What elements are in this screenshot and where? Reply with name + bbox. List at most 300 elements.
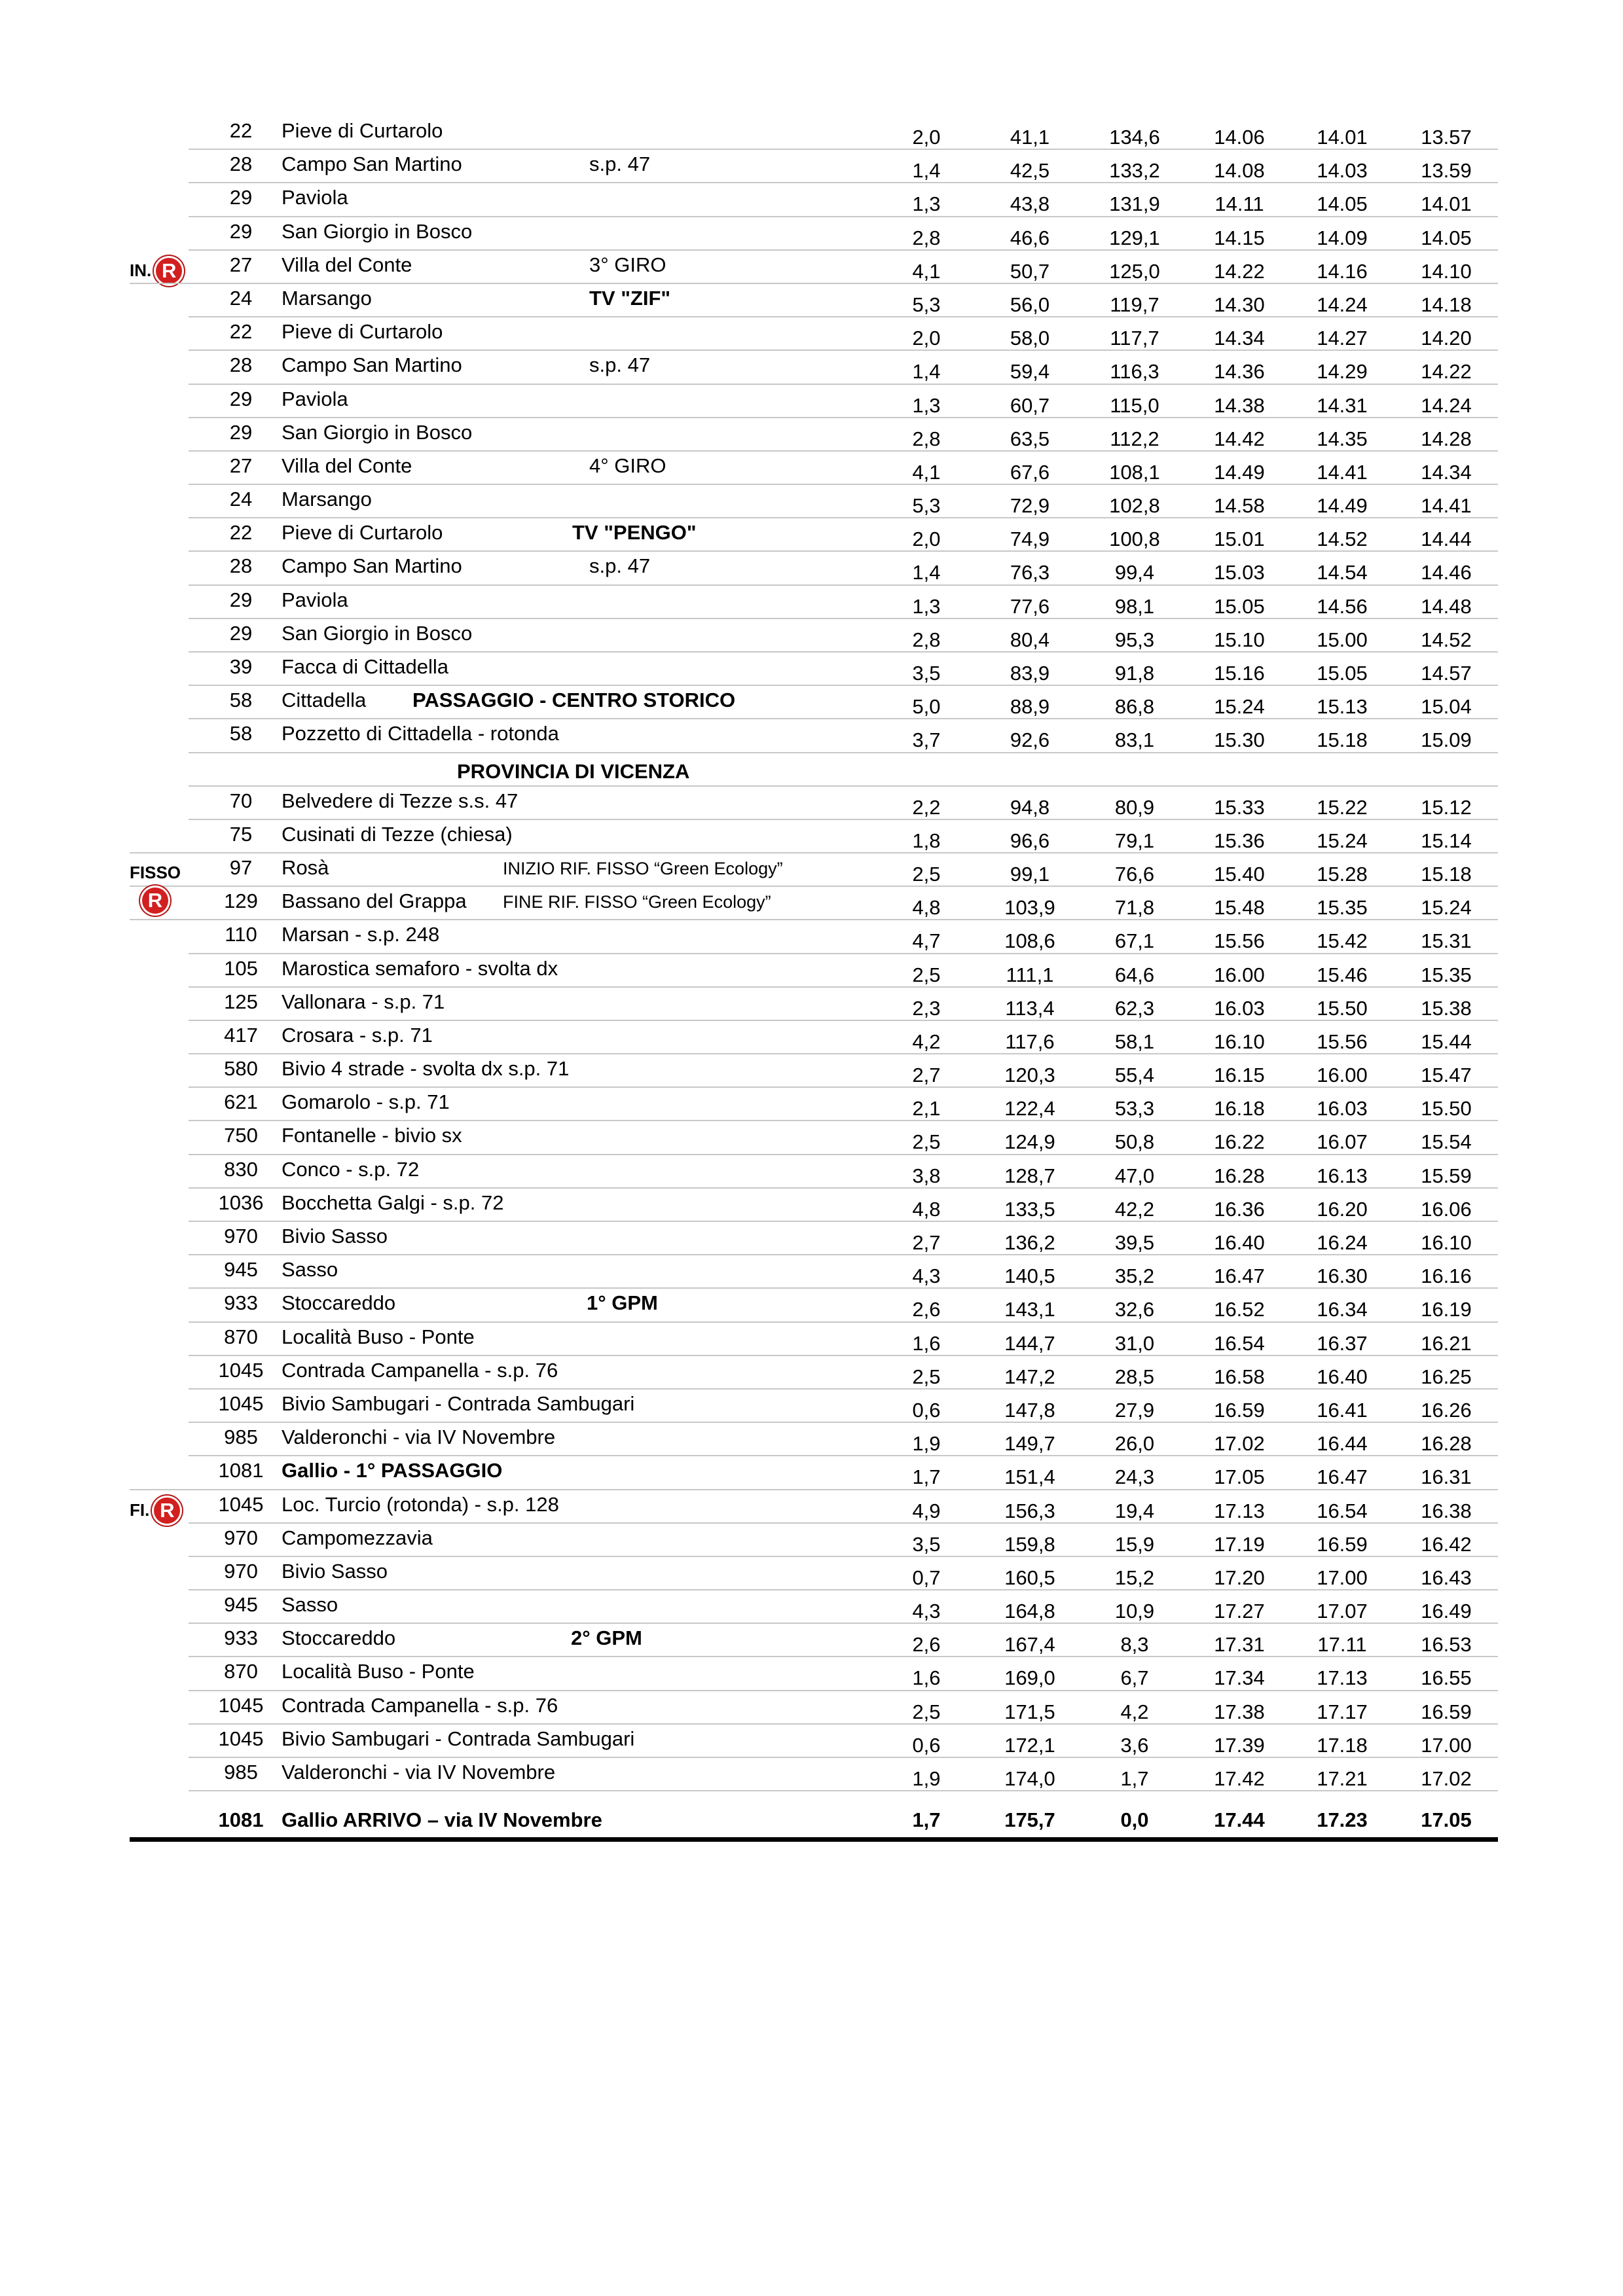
remaining-km-cell: 83,1 [1114,728,1155,752]
time-fast-cell: 14.06 [1214,126,1265,149]
altitude-cell: 110 [225,923,257,946]
cumulative-km-cell: 174,0 [1004,1767,1055,1790]
location-cell: Contrada Campanella - s.p. 76 [282,1693,558,1717]
time-mid-cell: 17.11 [1317,1633,1367,1657]
location-cell: Pieve di Curtarolo [282,119,443,142]
location-cell: Paviola [282,387,348,410]
fixed-marker-label: FISSO [130,862,181,882]
altitude-cell: 39 [229,655,253,678]
time-mid-cell: 16.13 [1317,1164,1368,1187]
partial-km-cell: 1,4 [912,561,941,584]
cumulative-km-cell: 147,2 [1004,1365,1055,1388]
partial-km-cell: 4,3 [912,1265,941,1288]
time-mid-cell: 15.35 [1317,896,1368,920]
altitude-cell: 1045 [218,1492,264,1516]
cumulative-km-cell: 147,8 [1004,1398,1055,1422]
table-row [130,1490,1498,1524]
location-cell: Valderonchi - via IV Novembre [282,1761,556,1784]
note-cell: 2° GPM [571,1626,642,1650]
altitude-cell: 985 [224,1426,258,1449]
cumulative-km-cell: 108,6 [1004,929,1055,953]
time-slow-cell: 16.49 [1421,1600,1472,1623]
partial-km-cell: 2,0 [912,126,941,149]
time-slow-cell: 14.52 [1421,628,1472,651]
time-fast-cell: 14.34 [1214,327,1265,350]
time-slow-cell: 14.44 [1421,528,1472,551]
table-row [130,1590,1498,1624]
time-mid-cell: 16.37 [1317,1331,1368,1355]
time-slow-cell: 15.14 [1421,829,1472,852]
time-slow-cell: 15.09 [1421,728,1472,752]
section-row [130,753,1498,787]
table-row [130,1155,1498,1189]
time-slow-cell: 14.41 [1421,494,1472,518]
marker-label: FI. [130,1500,150,1520]
cumulative-km-cell: 58,0 [1010,327,1050,350]
remaining-km-cell: 125,0 [1109,259,1160,283]
remaining-km-cell: 50,8 [1114,1130,1155,1154]
time-fast-cell: 17.05 [1214,1465,1265,1489]
remaining-km-cell: 10,9 [1114,1600,1155,1623]
altitude-cell: 27 [229,454,253,477]
cumulative-km-cell: 41,1 [1010,126,1050,149]
altitude-cell: 105 [224,956,258,980]
table-row [130,251,1498,284]
table-row [130,1657,1498,1691]
remaining-km-cell: 8,3 [1120,1633,1149,1657]
location-cell: Località Buso - Ponte [282,1660,475,1683]
altitude-cell: 22 [229,320,253,344]
time-mid-cell: 14.01 [1317,126,1368,149]
remaining-km-cell: 112,2 [1110,427,1159,450]
time-mid-cell: 14.56 [1317,594,1368,618]
time-slow-cell: 15.50 [1421,1097,1472,1121]
time-fast-cell: 16.59 [1214,1398,1265,1422]
time-slow-cell: 14.20 [1421,327,1472,350]
table-row [130,954,1498,988]
time-fast-cell: 17.31 [1214,1633,1265,1657]
cumulative-km-cell: 159,8 [1004,1532,1055,1556]
time-mid-cell: 14.41 [1317,460,1368,484]
cumulative-km-cell: 160,5 [1004,1566,1055,1589]
table-row [130,418,1498,452]
altitude-cell: 1081 [218,1459,264,1482]
location-cell: Campo San Martino [282,152,462,176]
altitude-cell: 22 [229,521,253,545]
note-cell: 1° GPM [587,1291,658,1315]
table-row [130,552,1498,585]
time-slow-cell: 15.12 [1421,795,1472,819]
partial-km-cell: 2,7 [912,1064,941,1087]
partial-km-cell: 5,3 [912,494,941,518]
location-cell: Campomezzavia [282,1526,433,1549]
location-cell: Cusinati di Tezze (chiesa) [282,822,513,846]
partial-km-cell: 2,8 [912,226,941,249]
altitude-cell: 1045 [218,1727,264,1750]
time-fast-cell: 16.00 [1214,963,1265,986]
location-cell: Vallonara - s.p. 71 [282,990,445,1013]
table-row [130,1725,1498,1758]
time-slow-cell: 15.59 [1421,1164,1472,1187]
time-fast-cell: 16.58 [1214,1365,1265,1388]
start-sprint-marker [130,256,184,286]
time-slow-cell: 14.05 [1421,226,1472,249]
partial-km-cell: 2,5 [912,862,941,886]
remaining-km-cell: 55,4 [1114,1064,1155,1087]
table-row [130,1121,1498,1155]
altitude-cell: 58 [229,722,253,745]
note-cell: FINE RIF. FISSO “Green Ecology” [503,892,771,912]
time-fast-cell: 15.05 [1214,594,1265,618]
altitude-cell: 417 [224,1023,258,1047]
cumulative-km-cell: 74,9 [1010,528,1050,551]
cumulative-km-cell: 63,5 [1010,427,1050,450]
altitude-cell: 29 [229,621,253,645]
time-mid-cell: 15.56 [1317,1030,1368,1053]
cumulative-km-cell: 169,0 [1004,1666,1055,1690]
time-fast-cell: 15.40 [1214,862,1265,886]
time-slow-cell: 16.31 [1421,1465,1472,1489]
cumulative-km-cell: 76,3 [1010,561,1050,584]
partial-km-cell: 4,9 [912,1499,941,1522]
time-slow-cell: 16.25 [1421,1365,1472,1388]
time-mid-cell: 17.23 [1317,1808,1368,1832]
marker-label: IN. [130,260,152,281]
time-mid-cell: 14.35 [1317,427,1368,450]
altitude-cell: 580 [224,1057,258,1081]
cumulative-km-cell: 46,6 [1010,226,1050,249]
location-cell: Bivio 4 strade - svolta dx s.p. 71 [282,1057,570,1081]
partial-km-cell: 3,8 [912,1164,941,1187]
location-cell: Bivio Sambugari - Contrada Sambugari [282,1391,635,1415]
altitude-cell: 970 [224,1526,258,1549]
time-fast-cell: 15.33 [1214,795,1265,819]
remaining-km-cell: 53,3 [1114,1097,1155,1121]
altitude-cell: 29 [229,186,253,209]
time-slow-cell: 16.10 [1421,1231,1472,1254]
altitude-cell: 29 [229,219,253,243]
time-fast-cell: 17.34 [1214,1666,1265,1690]
table-row [130,1054,1498,1088]
time-fast-cell: 15.01 [1214,528,1265,551]
time-fast-cell: 17.13 [1214,1499,1265,1522]
remaining-km-cell: 6,7 [1120,1666,1149,1690]
partial-km-cell: 3,5 [912,1532,941,1556]
remaining-km-cell: 100,8 [1109,528,1160,551]
time-slow-cell: 15.24 [1421,896,1472,920]
table-row [130,1088,1498,1121]
remaining-km-cell: 24,3 [1114,1465,1155,1489]
altitude-cell: 24 [229,286,253,310]
time-mid-cell: 14.05 [1317,192,1368,216]
altitude-cell: 129 [224,889,258,913]
partial-km-cell: 4,2 [912,1030,941,1053]
time-slow-cell: 16.16 [1421,1265,1472,1288]
table-row [130,820,1498,853]
partial-km-cell: 2,6 [912,1298,941,1321]
remaining-km-cell: 76,6 [1114,862,1155,886]
time-slow-cell: 15.54 [1421,1130,1472,1154]
location-cell: Sasso [282,1593,338,1617]
time-slow-cell: 15.38 [1421,996,1472,1020]
time-slow-cell: 16.55 [1421,1666,1472,1690]
finish-sprint-marker [130,1496,182,1526]
table-row [130,1423,1498,1456]
table-row [130,1624,1498,1657]
location-cell: Bivio Sambugari - Contrada Sambugari [282,1727,635,1750]
time-fast-cell: 16.10 [1214,1030,1265,1053]
location-cell: Bassano del Grappa [282,889,467,913]
cumulative-km-cell: 167,4 [1004,1633,1055,1657]
time-mid-cell: 15.18 [1317,728,1368,752]
note-cell: 3° GIRO [589,253,666,276]
time-fast-cell: 17.39 [1214,1733,1265,1757]
time-fast-cell: 15.36 [1214,829,1265,852]
time-fast-cell: 14.38 [1214,393,1265,417]
partial-km-cell: 1,4 [912,360,941,384]
table-row [130,1758,1498,1791]
time-slow-cell: 16.26 [1421,1398,1472,1422]
location-cell: Valderonchi - via IV Novembre [282,1426,556,1449]
time-slow-cell: 15.44 [1421,1030,1472,1053]
partial-km-cell: 2,1 [912,1097,941,1121]
remaining-km-cell: 32,6 [1114,1298,1155,1321]
partial-km-cell: 1,7 [912,1465,941,1489]
time-mid-cell: 14.03 [1317,159,1368,183]
time-fast-cell: 16.28 [1214,1164,1265,1187]
time-slow-cell: 16.28 [1421,1432,1472,1456]
location-cell: Bivio Sasso [282,1225,388,1247]
partial-km-cell: 4,3 [912,1600,941,1623]
note-cell: INIZIO RIF. FISSO “Green Ecology” [503,858,783,878]
partial-km-cell: 1,6 [912,1331,941,1355]
remaining-km-cell: 91,8 [1114,662,1155,685]
sprint-r-icon: R [152,1496,182,1526]
time-slow-cell: 15.18 [1421,862,1472,886]
table-row [130,1356,1498,1390]
table-row [130,485,1498,518]
location-cell: San Giorgio in Bosco [282,219,473,243]
time-fast-cell: 15.03 [1214,561,1265,584]
altitude-cell: 75 [229,822,253,846]
altitude-cell: 29 [229,588,253,611]
remaining-km-cell: 39,5 [1114,1231,1155,1254]
time-mid-cell: 14.27 [1317,327,1368,350]
remaining-km-cell: 26,0 [1114,1432,1155,1456]
note-cell: 4° GIRO [589,454,666,477]
altitude-cell: 29 [229,387,253,410]
time-fast-cell: 15.10 [1214,628,1265,651]
table-row [130,1189,1498,1222]
remaining-km-cell: 80,9 [1114,795,1155,819]
location-cell: Paviola [282,588,348,611]
partial-km-cell: 2,6 [912,1633,941,1657]
altitude-cell: 1045 [218,1693,264,1717]
time-mid-cell: 17.21 [1317,1767,1368,1790]
altitude-cell: 985 [224,1761,258,1784]
time-mid-cell: 16.20 [1317,1197,1368,1221]
table-row [130,150,1498,183]
time-mid-cell: 15.28 [1317,862,1368,886]
time-mid-cell: 14.09 [1317,226,1368,249]
time-mid-cell: 17.17 [1317,1700,1368,1723]
time-mid-cell: 17.18 [1317,1733,1368,1757]
table-row [130,385,1498,418]
partial-km-cell: 2,0 [912,528,941,551]
location-cell: Gallio - 1° PASSAGGIO [282,1459,503,1482]
time-mid-cell: 15.00 [1317,628,1368,651]
time-slow-cell: 14.24 [1421,393,1472,417]
remaining-km-cell: 64,6 [1114,963,1155,986]
time-slow-cell: 14.34 [1421,460,1472,484]
time-mid-cell: 14.49 [1317,494,1368,518]
time-mid-cell: 17.13 [1317,1666,1368,1690]
altitude-cell: 830 [224,1157,258,1181]
cumulative-km-cell: 124,9 [1004,1130,1055,1154]
partial-km-cell: 2,3 [912,996,941,1020]
time-mid-cell: 16.03 [1317,1097,1368,1121]
table-row [130,1791,1498,1842]
table-row [130,217,1498,251]
time-fast-cell: 15.24 [1214,695,1265,719]
note-cell: TV "PENGO" [572,521,697,545]
partial-km-cell: 0,7 [912,1566,941,1589]
time-slow-cell: 15.47 [1421,1064,1472,1087]
cumulative-km-cell: 136,2 [1004,1231,1055,1254]
table-row [130,351,1498,384]
time-mid-cell: 15.46 [1317,963,1368,986]
location-cell: Marsan - s.p. 248 [282,923,440,946]
time-mid-cell: 15.50 [1317,996,1368,1020]
location-cell: Rosà [282,855,329,879]
partial-km-cell: 1,3 [912,594,941,618]
remaining-km-cell: 108,1 [1109,460,1160,484]
time-fast-cell: 17.19 [1214,1532,1265,1556]
remaining-km-cell: 99,4 [1114,561,1155,584]
time-mid-cell: 16.24 [1317,1231,1368,1254]
altitude-cell: 22 [229,119,253,142]
table-row [130,317,1498,351]
table-row [130,586,1498,619]
time-mid-cell: 16.34 [1317,1298,1368,1321]
table-row [130,518,1498,552]
table-row [130,1390,1498,1423]
partial-km-cell: 0,6 [912,1733,941,1757]
remaining-km-cell: 131,9 [1109,192,1160,216]
remaining-km-cell: 71,8 [1114,896,1155,920]
location-cell: Marostica semaforo - svolta dx [282,956,558,980]
time-slow-cell: 14.46 [1421,561,1472,584]
partial-km-cell: 2,5 [912,1365,941,1388]
remaining-km-cell: 15,9 [1114,1532,1155,1556]
remaining-km-cell: 117,7 [1110,327,1159,350]
table-row [130,1289,1498,1322]
time-fast-cell: 14.08 [1214,159,1265,183]
altitude-cell: 1081 [218,1808,264,1832]
location-cell: San Giorgio in Bosco [282,420,473,444]
cumulative-km-cell: 175,7 [1004,1808,1055,1832]
location-cell: Località Buso - Ponte [282,1325,475,1348]
cumulative-km-cell: 133,5 [1004,1197,1055,1221]
time-slow-cell: 17.02 [1421,1767,1472,1790]
table-row [130,1557,1498,1590]
cumulative-km-cell: 151,4 [1004,1465,1055,1489]
partial-km-cell: 2,0 [912,327,941,350]
time-fast-cell: 17.27 [1214,1600,1265,1623]
remaining-km-cell: 15,2 [1114,1566,1155,1589]
cumulative-km-cell: 128,7 [1004,1164,1055,1187]
partial-km-cell: 2,5 [912,1700,941,1723]
time-fast-cell: 17.44 [1214,1808,1265,1832]
time-fast-cell: 16.36 [1214,1197,1265,1221]
cumulative-km-cell: 144,7 [1004,1331,1055,1355]
time-fast-cell: 16.18 [1214,1097,1265,1121]
timetable [130,117,1498,1842]
altitude-cell: 970 [224,1225,258,1247]
time-slow-cell: 14.18 [1421,293,1472,316]
partial-km-cell: 2,8 [912,628,941,651]
time-mid-cell: 14.16 [1317,259,1368,283]
time-slow-cell: 17.00 [1421,1733,1472,1757]
partial-km-cell: 2,2 [912,795,941,819]
cumulative-km-cell: 56,0 [1010,293,1050,316]
time-slow-cell: 17.05 [1421,1808,1472,1832]
cumulative-km-cell: 113,4 [1005,996,1055,1020]
table-row [130,988,1498,1021]
time-mid-cell: 16.44 [1317,1432,1368,1456]
partial-km-cell: 0,6 [912,1398,941,1422]
time-mid-cell: 16.40 [1317,1365,1368,1388]
time-mid-cell: 16.30 [1317,1265,1368,1288]
time-slow-cell: 16.21 [1421,1331,1472,1355]
location-cell: Campo San Martino [282,353,462,377]
cumulative-km-cell: 72,9 [1010,494,1050,518]
cumulative-km-cell: 122,4 [1004,1097,1055,1121]
note-cell: TV "ZIF" [589,286,671,310]
altitude-cell: 945 [224,1258,258,1282]
partial-km-cell: 1,6 [912,1666,941,1690]
remaining-km-cell: 115,0 [1110,393,1159,417]
time-mid-cell: 15.24 [1317,829,1368,852]
time-mid-cell: 14.24 [1317,293,1368,316]
cumulative-km-cell: 43,8 [1010,192,1050,216]
partial-km-cell: 2,7 [912,1231,941,1254]
partial-km-cell: 2,8 [912,427,941,450]
time-fast-cell: 16.22 [1214,1130,1265,1154]
time-slow-cell: 15.35 [1421,963,1472,986]
remaining-km-cell: 0,0 [1120,1808,1149,1832]
time-slow-cell: 14.10 [1421,259,1472,283]
cumulative-km-cell: 103,9 [1004,896,1055,920]
remaining-km-cell: 67,1 [1114,929,1155,953]
altitude-cell: 1045 [218,1391,264,1415]
remaining-km-cell: 58,1 [1114,1030,1155,1053]
remaining-km-cell: 1,7 [1120,1767,1149,1790]
location-cell: Stoccareddo [282,1291,396,1315]
time-fast-cell: 15.48 [1214,896,1265,920]
time-mid-cell: 15.13 [1317,695,1368,719]
partial-km-cell: 2,5 [912,963,941,986]
time-slow-cell: 13.59 [1421,159,1472,183]
altitude-cell: 945 [224,1593,258,1617]
time-mid-cell: 14.54 [1317,561,1368,584]
cumulative-km-cell: 50,7 [1010,259,1050,283]
cumulative-km-cell: 140,5 [1004,1265,1055,1288]
partial-km-cell: 2,5 [912,1130,941,1154]
table-row [130,452,1498,485]
altitude-cell: 870 [224,1325,258,1348]
cumulative-km-cell: 111,1 [1006,963,1054,986]
